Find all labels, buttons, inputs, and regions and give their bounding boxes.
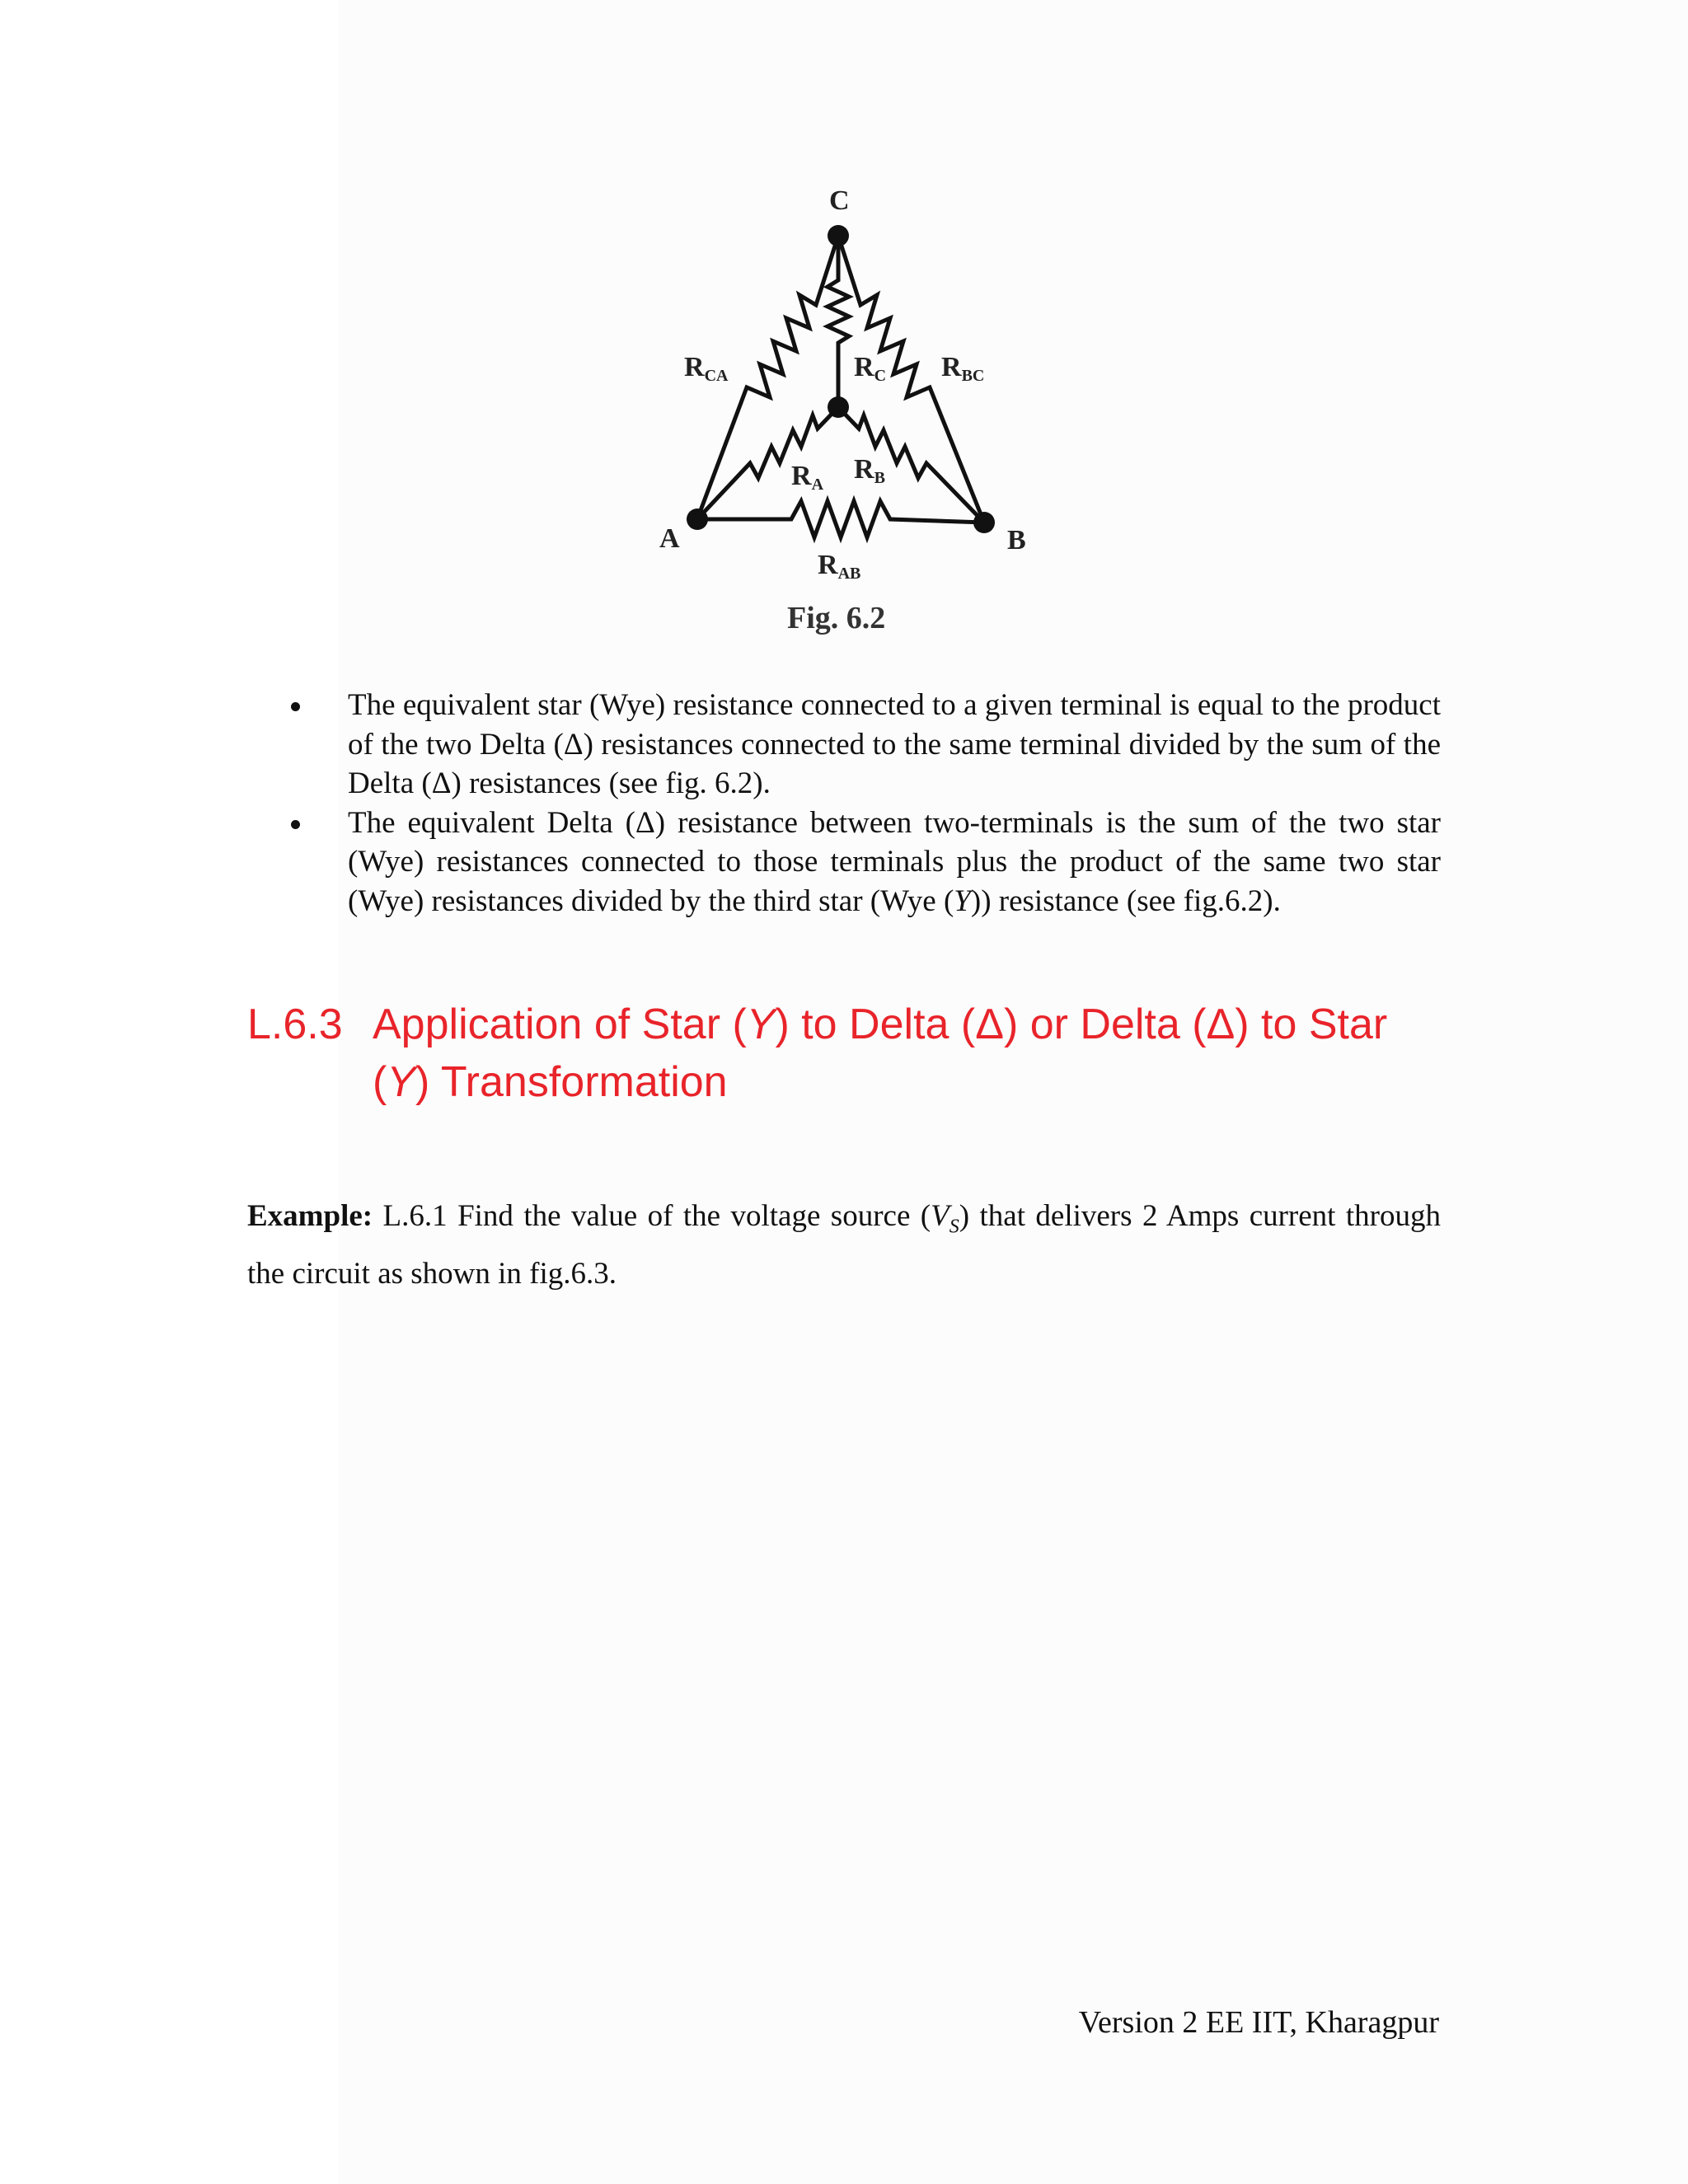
- label-r-b: RB: [854, 454, 885, 487]
- node-center-dot: [828, 396, 849, 418]
- section-heading: L.6.3 Application of Star (Y) to Delta (Δ) or Delta (Δ) to Star (Y) Transformation: [247, 996, 1451, 1111]
- node-c-dot: [828, 225, 849, 246]
- node-a-dot: [687, 509, 708, 530]
- node-c-label: C: [829, 185, 850, 216]
- figure-caption: Fig. 6.2: [787, 601, 886, 635]
- label-r-ab: RAB: [818, 550, 861, 583]
- bullet-item: The equivalent star (Wye) resistance connected to a given terminal is equal to the product of the two Delta (Δ) resistances connected to the same terminal divided by the sum of the Delta (Δ) resistances (see fig. 6.2).: [288, 686, 1441, 804]
- bullet-item: The equivalent Delta (Δ) resistance between two-terminals is the sum of the two star (Wye) resistances connected to those terminals plus the product of the same two star (Wye) resistances divided by the third star (Wye (Y)) resistance (see fig.6.2).: [288, 804, 1441, 921]
- figure-star-delta-network: [626, 181, 1055, 659]
- page-footer: Version 2 EE IIT, Kharagpur: [1078, 2005, 1439, 2040]
- node-b-label: B: [1007, 525, 1026, 555]
- circuit-diagram: [626, 181, 1055, 659]
- section-number: L.6.3: [247, 1001, 343, 1048]
- node-a-label: A: [659, 523, 680, 554]
- bullet-list: [288, 686, 1441, 921]
- label-r-c: RC: [854, 352, 887, 385]
- label-r-ca: RCA: [684, 352, 729, 385]
- label-r-bc: RBC: [941, 352, 985, 385]
- example-label: Example:: [247, 1199, 373, 1233]
- label-r-a: RA: [791, 461, 824, 494]
- example-paragraph: Example: L.6.1 Find the value of the voltage source $(V_S)$ that delivers 2 Amps current through the circuit as shown in fig.6.3.: [247, 1199, 1441, 1291]
- node-b-dot: [973, 512, 995, 533]
- resistor-r-ab: [697, 501, 984, 537]
